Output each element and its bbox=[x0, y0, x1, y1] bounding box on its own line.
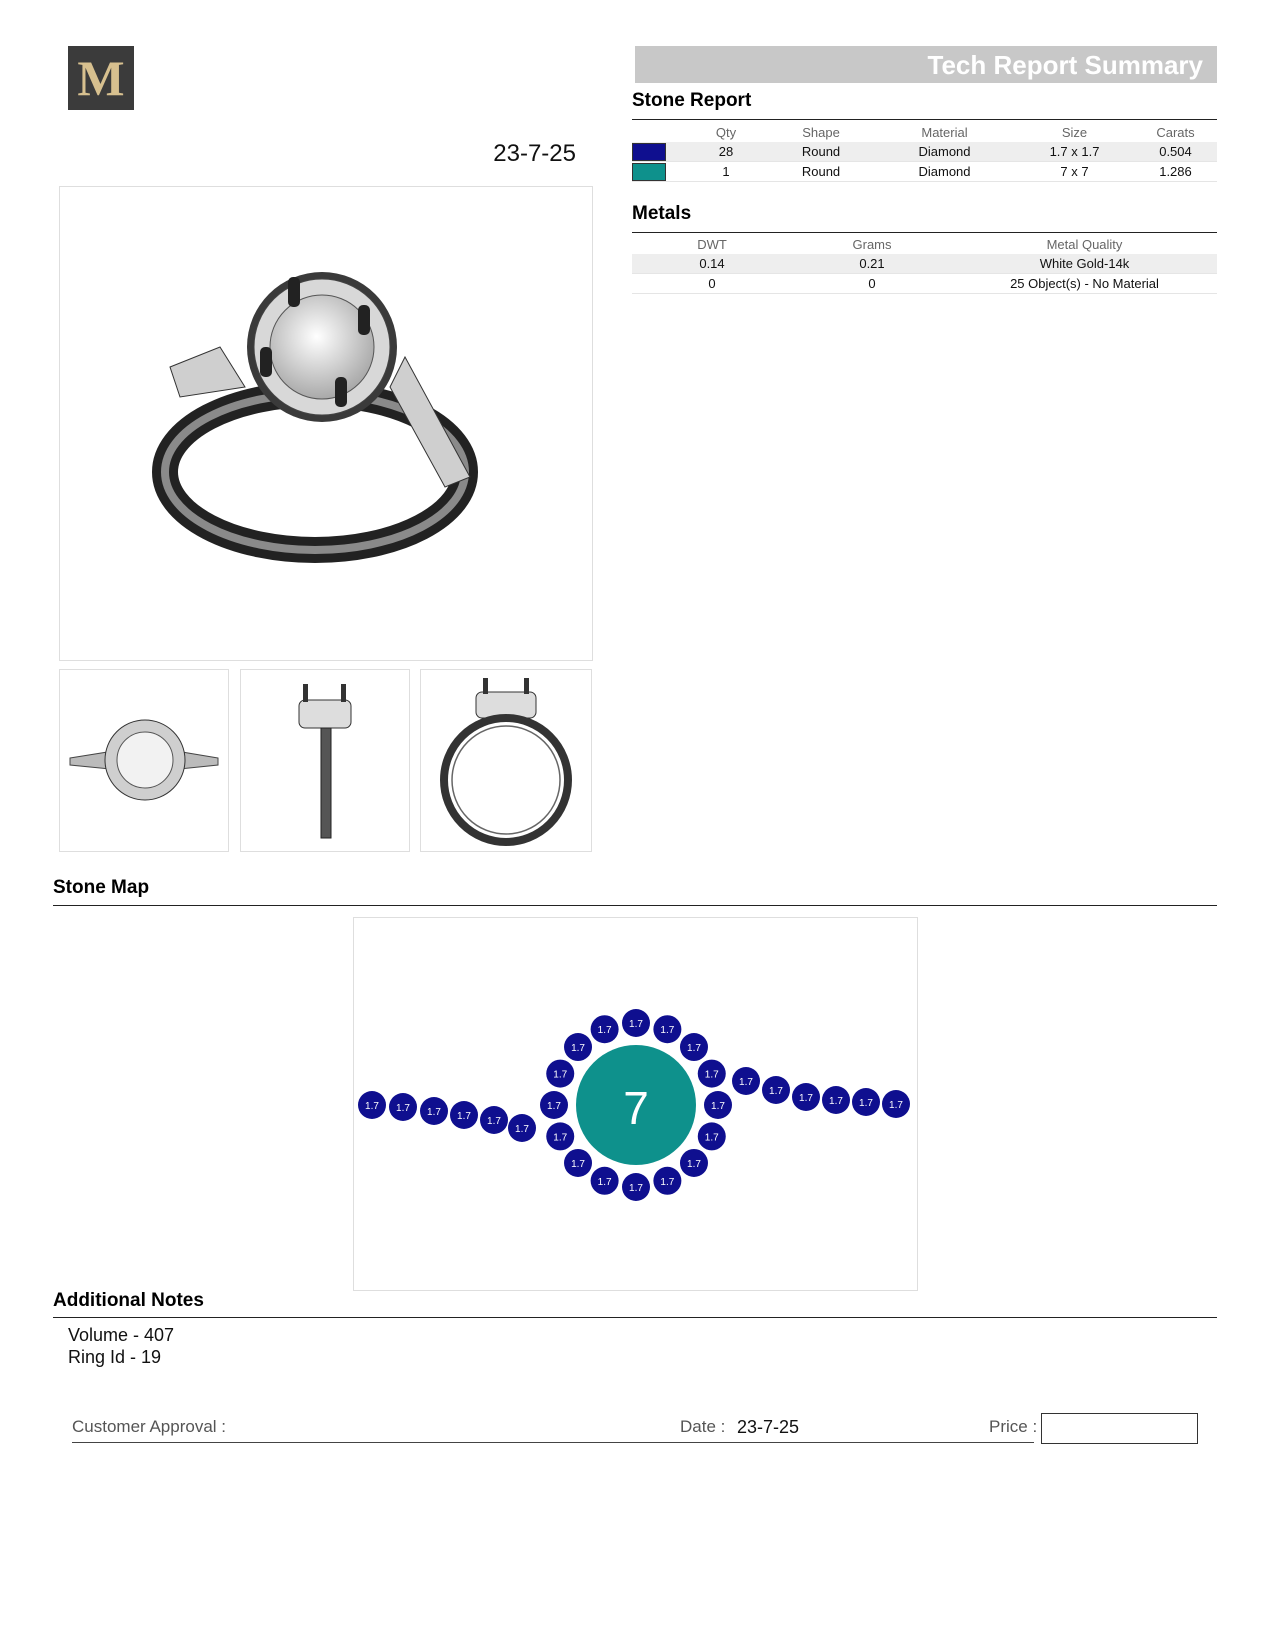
metal-quality: 25 Object(s) - No Material bbox=[952, 274, 1217, 294]
metal-quality: White Gold-14k bbox=[952, 254, 1217, 274]
logo-letter: M bbox=[77, 50, 125, 106]
accent-stone-label: 1.7 bbox=[739, 1077, 753, 1088]
table-row bbox=[632, 142, 1217, 162]
price-input-box[interactable] bbox=[1041, 1413, 1198, 1444]
accent-stone-label: 1.7 bbox=[629, 1019, 643, 1030]
stone-color-swatch bbox=[632, 163, 666, 181]
ring-side-view-thumbnail bbox=[240, 669, 410, 852]
ring-top-view-illustration bbox=[60, 670, 228, 851]
stone-map-svg bbox=[354, 918, 917, 1290]
accent-stone-label: 1.7 bbox=[660, 1176, 675, 1188]
metals-rule bbox=[632, 232, 1217, 233]
stone-report-header-row bbox=[632, 123, 1217, 142]
accent-stone-label: 1.7 bbox=[711, 1101, 725, 1112]
stone-material: Diamond bbox=[874, 162, 1015, 182]
stone-carats: 1.286 bbox=[1134, 162, 1217, 182]
approval-signature-line bbox=[72, 1442, 1034, 1443]
stone-report-title: Stone Report bbox=[632, 90, 752, 111]
report-title: Tech Report Summary bbox=[927, 50, 1203, 80]
metals-table bbox=[632, 235, 1217, 294]
accent-stone-label: 1.7 bbox=[687, 1158, 701, 1170]
accent-stone-label: 1.7 bbox=[571, 1158, 585, 1170]
column-header: Grams bbox=[852, 237, 892, 252]
customer-approval-label: Customer Approval : bbox=[72, 1417, 227, 1436]
stone-size: 7 x 7 bbox=[1015, 162, 1134, 182]
stone-report-rule bbox=[632, 119, 1217, 120]
ring-top-view-thumbnail bbox=[59, 669, 229, 852]
accent-stone-label: 1.7 bbox=[704, 1069, 719, 1081]
date-label: Date : bbox=[680, 1417, 726, 1436]
column-header: DWT bbox=[697, 237, 727, 252]
column-header: Material bbox=[921, 125, 968, 140]
accent-stone-label: 1.7 bbox=[457, 1111, 471, 1122]
column-header: Carats bbox=[1156, 125, 1195, 140]
accent-stone-label: 1.7 bbox=[396, 1103, 410, 1114]
metal-grams: 0 bbox=[792, 274, 952, 294]
stone-map-rule bbox=[53, 905, 1217, 906]
accent-stone-label: 1.7 bbox=[629, 1183, 643, 1194]
stone-map-title: Stone Map bbox=[53, 877, 150, 898]
stone-shape: Round bbox=[768, 142, 874, 162]
metal-dwt: 0.14 bbox=[632, 254, 792, 274]
accent-stone-label: 1.7 bbox=[365, 1101, 379, 1112]
table-row bbox=[632, 254, 1217, 274]
company-logo bbox=[68, 46, 134, 110]
table-row bbox=[632, 274, 1217, 294]
metals-title: Metals bbox=[632, 203, 692, 224]
approval-date-value: 23-7-25 bbox=[737, 1417, 800, 1437]
ring-front-view-thumbnail bbox=[420, 669, 592, 852]
stone-report-table bbox=[632, 123, 1217, 182]
stone-color-swatch bbox=[632, 143, 666, 161]
header-date: 23-7-25 bbox=[493, 140, 576, 167]
accent-stone-label: 1.7 bbox=[889, 1100, 903, 1111]
accent-stone-label: 1.7 bbox=[553, 1069, 568, 1081]
stone-qty: 28 bbox=[684, 142, 768, 162]
additional-notes-title: Additional Notes bbox=[53, 1290, 204, 1311]
additional-notes-rule bbox=[53, 1317, 1217, 1318]
stone-material: Diamond bbox=[874, 142, 1015, 162]
metals-header-row bbox=[632, 235, 1217, 254]
ring-front-view-illustration bbox=[421, 670, 591, 851]
ring-perspective-illustration bbox=[60, 187, 592, 660]
metal-grams: 0.21 bbox=[792, 254, 952, 274]
price-label: Price : bbox=[989, 1417, 1038, 1436]
stone-size: 1.7 x 1.7 bbox=[1015, 142, 1134, 162]
metal-dwt: 0 bbox=[632, 274, 792, 294]
column-header: Metal Quality bbox=[1046, 237, 1123, 252]
accent-stone-label: 1.7 bbox=[687, 1043, 701, 1055]
accent-stone-label: 1.7 bbox=[547, 1101, 561, 1112]
accent-stone-label: 1.7 bbox=[487, 1116, 501, 1127]
accent-stone-label: 1.7 bbox=[427, 1107, 441, 1118]
note-line: Volume - 407 bbox=[68, 1325, 175, 1345]
accent-stone-label: 1.7 bbox=[859, 1098, 873, 1109]
accent-stone-label: 1.7 bbox=[553, 1132, 568, 1144]
report-title-bar bbox=[635, 46, 1217, 83]
column-header: Shape bbox=[802, 125, 840, 140]
accent-stone-label: 1.7 bbox=[704, 1132, 719, 1144]
accent-stone-label: 1.7 bbox=[799, 1093, 813, 1104]
accent-stone-label: 1.7 bbox=[829, 1096, 843, 1107]
table-row bbox=[632, 162, 1217, 182]
note-line: Ring Id - 19 bbox=[68, 1347, 162, 1367]
accent-stone-label: 1.7 bbox=[769, 1086, 783, 1097]
accent-stone-label: 1.7 bbox=[597, 1176, 612, 1188]
accent-stone-label: 1.7 bbox=[660, 1025, 675, 1037]
accent-stone-label: 1.7 bbox=[571, 1043, 585, 1055]
stone-carats: 0.504 bbox=[1134, 142, 1217, 162]
column-header: Size bbox=[1061, 125, 1088, 140]
center-stone-label: 7 bbox=[623, 1082, 649, 1134]
ring-side-view-illustration bbox=[241, 670, 409, 851]
stone-shape: Round bbox=[768, 162, 874, 182]
accent-stone-label: 1.7 bbox=[515, 1124, 529, 1135]
stone-qty: 1 bbox=[684, 162, 768, 182]
stone-map-diagram bbox=[353, 917, 918, 1291]
ring-main-render bbox=[59, 186, 593, 661]
accent-stone-label: 1.7 bbox=[597, 1025, 612, 1037]
column-header: Qty bbox=[715, 125, 737, 140]
